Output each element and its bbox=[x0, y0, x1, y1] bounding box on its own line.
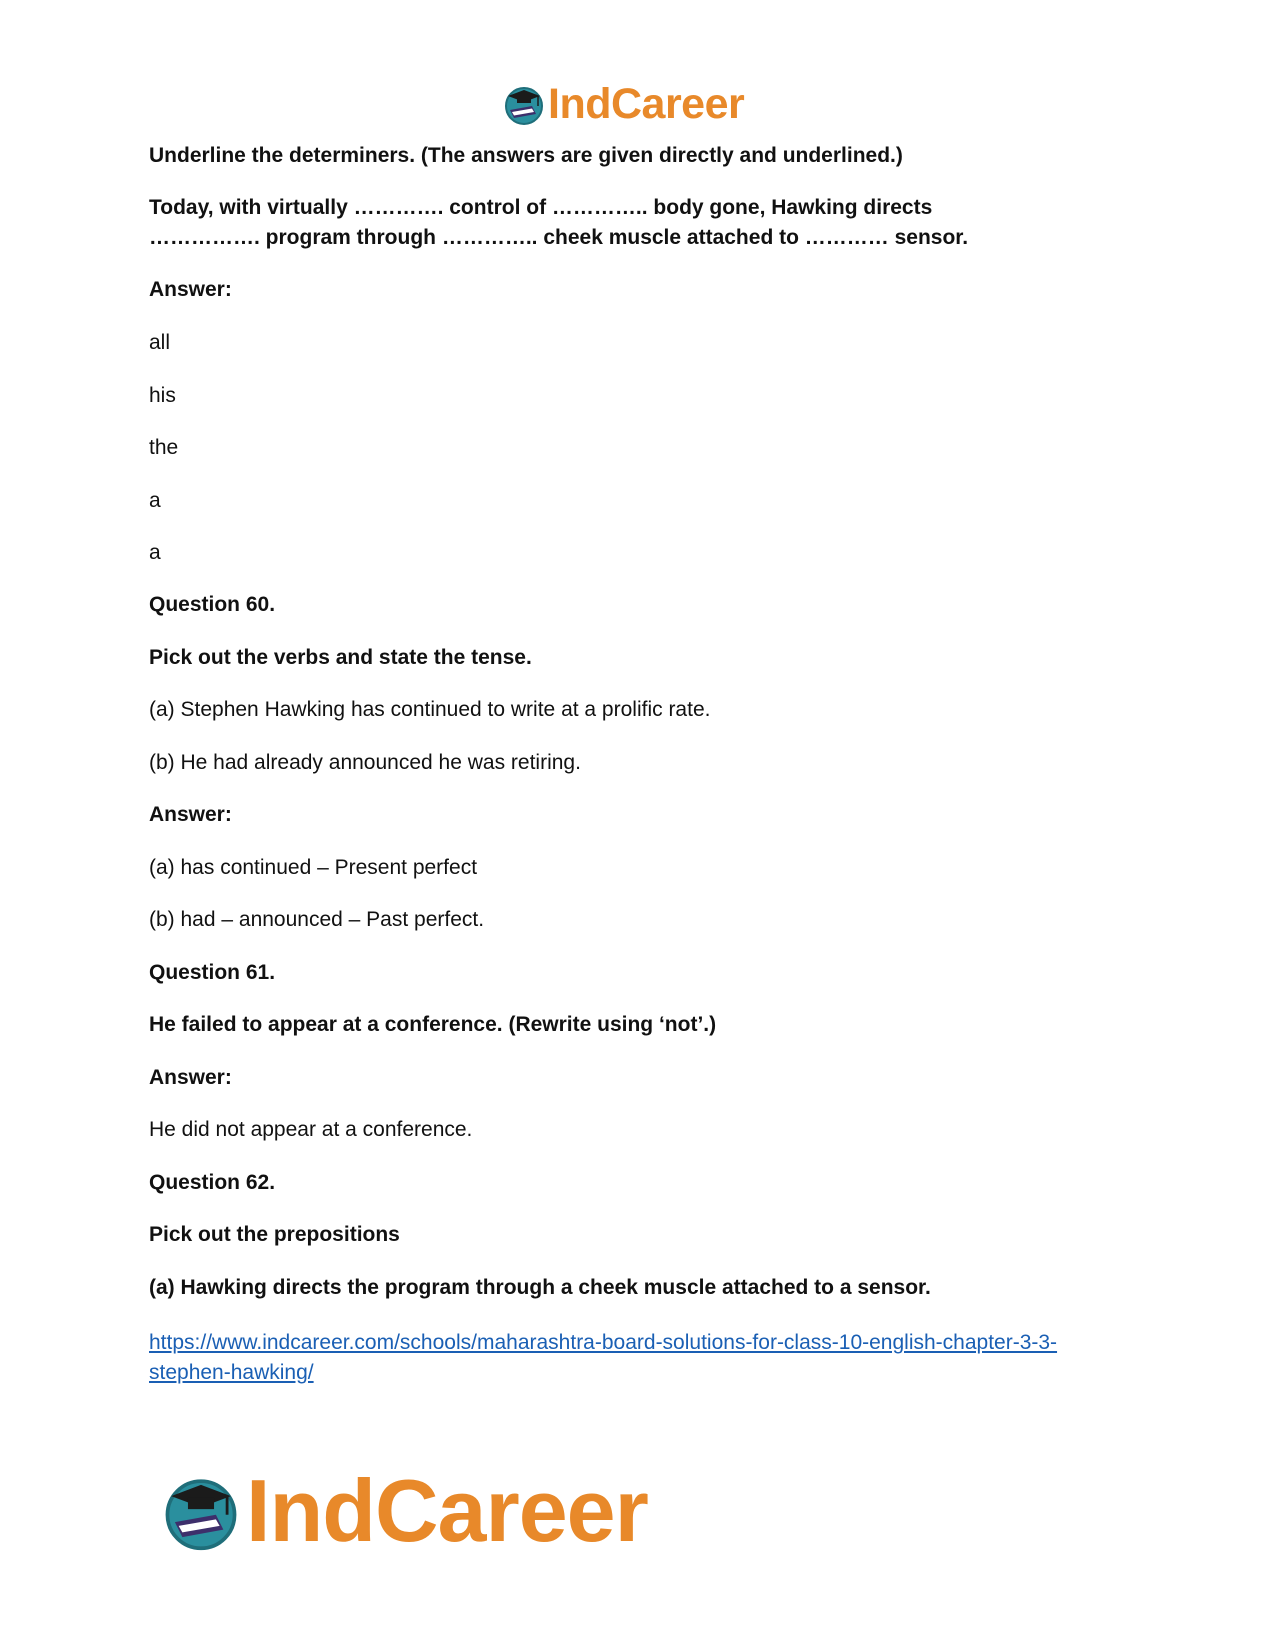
question-prompt: He failed to appear at a conference. (Rewrite using ‘not’.) bbox=[149, 1013, 717, 1036]
answer-item: all bbox=[149, 331, 171, 354]
question-title: Question 62. bbox=[149, 1171, 276, 1194]
answer-label: Answer: bbox=[149, 278, 232, 301]
answer-part-b: (b) had – announced – Past perfect. bbox=[149, 908, 485, 931]
question-title: Question 60. bbox=[149, 593, 276, 616]
brand-name: IndCareer bbox=[246, 1461, 648, 1560]
header-logo bbox=[502, 80, 744, 128]
answer-item: the bbox=[149, 436, 179, 459]
question-part-a: (a) Stephen Hawking has continued to write at a prolific rate. bbox=[149, 698, 711, 721]
answer-label: Answer: bbox=[149, 1066, 232, 1089]
footer-logo bbox=[160, 1463, 648, 1559]
answer-text: He did not appear at a conference. bbox=[149, 1118, 473, 1141]
question-part-b: (b) He had already announced he was retiring. bbox=[149, 751, 581, 774]
source-link[interactable]: https://www.indcareer.com/schools/maharashtra-board-solutions-for-class-10-english-chapter-3-3-stephen-hawking/ bbox=[149, 1331, 1058, 1384]
exercise-sentence-line-1: Today, with virtually …………. control of ………….. body gone, Hawking directs bbox=[149, 196, 933, 219]
instruction-text: Underline the determiners. (The answers are given directly and underlined.) bbox=[149, 144, 903, 167]
answer-part-a: (a) has continued – Present perfect bbox=[149, 856, 478, 879]
brand-name: IndCareer bbox=[548, 79, 745, 128]
graduation-cap-book-globe-icon bbox=[160, 1470, 242, 1552]
answer-item: his bbox=[149, 384, 176, 407]
question-title: Question 61. bbox=[149, 961, 276, 984]
exercise-sentence-line-2: ……………. program through ………….. cheek muscle attached to ………… sensor. bbox=[149, 226, 969, 249]
answer-item: a bbox=[149, 541, 161, 564]
answer-item: a bbox=[149, 489, 161, 512]
question-part-a: (a) Hawking directs the program through a cheek muscle attached to a sensor. bbox=[149, 1276, 931, 1299]
question-prompt: Pick out the verbs and state the tense. bbox=[149, 646, 532, 669]
question-prompt: Pick out the prepositions bbox=[149, 1223, 400, 1246]
graduation-cap-book-globe-icon bbox=[502, 82, 546, 126]
answer-label: Answer: bbox=[149, 803, 232, 826]
